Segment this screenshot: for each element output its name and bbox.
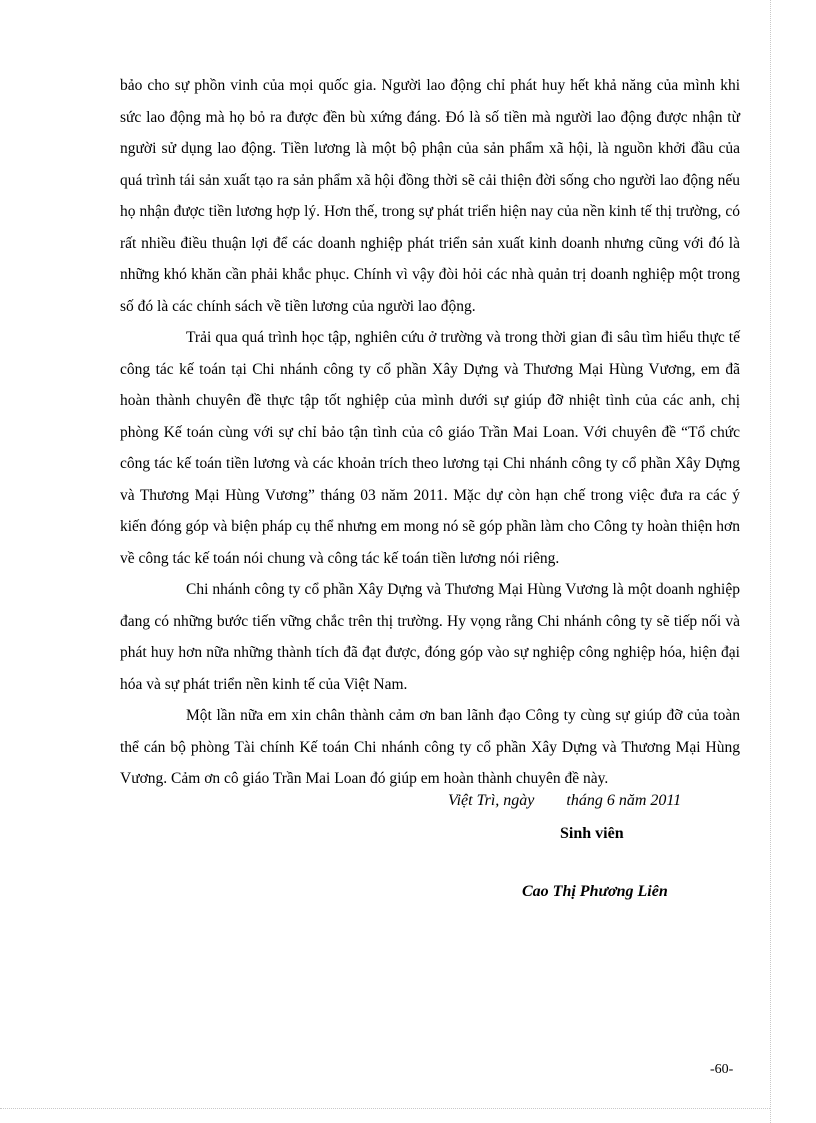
paragraph-acknowledgement: Trải qua quá trình học tập, nghiên cứu ở trường và trong thời gian đi sâu tìm hiểu thực tế công tác kế toán tại Chi nhánh công ty cổ phần Xây Dựng và Thương Mại Hùng Vương, em đã hoàn thành chuyên đề thực tập tốt nghiệp của mình dưới sự giúp đỡ nhiệt tình của các anh, chị phòng Kế toán cùng với sự chỉ bảo tận tình của cô giáo Trần Mai Loan. Với chuyên đề “Tổ chức công tác kế toán tiền lương và các khoản trích theo lương tại Chi nhánh công ty cổ phần Xây Dựng và Thương Mại Hùng Vương” tháng 03 năm 2011. Mặc dự còn hạn chế trong việc đưa ra các ý kiến đóng góp và biện pháp cụ thể nhưng em mong nó sẽ góp phần làm cho Công ty hoàn thiện hơn về công tác kế toán nói chung và công tác kế toán tiền lương nói riêng. (120, 329, 740, 567)
body-text (120, 70, 740, 795)
paragraph-company-outlook: Chi nhánh công ty cổ phần Xây Dựng và Thương Mại Hùng Vương là một doanh nghiệp đang có những bước tiến vững chắc trên thị trường. Hy vọng rằng Chi nhánh công ty sẽ tiếp nối và phát huy hơn nữa những thành tích đã đạt được, đóng góp vào sự nghiệp công nghiệp hóa, hiện đại hóa và sự phát triển nền kinh tế của Việt Nam. (120, 581, 740, 693)
page-border-bottom (0, 1108, 770, 1109)
paragraph-thanks: Một lần nữa em xin chân thành cảm ơn ban lãnh đạo Công ty cùng sự giúp đỡ của toàn thể cán bộ phòng Tài chính Kế toán Chi nhánh công ty cổ phần Xây Dựng và Thương Mại Hùng Vương. Cảm ơn cô giáo Trần Mai Loan đó giúp em hoàn thành chuyên đề này. (120, 707, 740, 787)
signature-date: Việt Trì, ngày tháng 6 năm 2011 (448, 792, 682, 809)
signature-role: Sinh viên (560, 825, 624, 842)
paragraph-continuation: bảo cho sự phồn vinh của mọi quốc gia. Người lao động chỉ phát huy hết khả năng của mình khi sức lao động mà họ bỏ ra được đền bù xứng đáng. Đó là số tiền mà người lao động được nhận từ người sử dụng lao động. Tiền lương là một bộ phận của sản phẩm xã hội, là nguồn khởi đầu của quá trình tái sản xuất tạo ra sản phẩm xã hội đồng thời sẽ cải thiện đời sống cho người lao động nếu họ nhận được tiền lương hợp lý. Hơn thế, trong sự phát triển hiện nay của nền kinh tế thị trường, có rất nhiều điều thuận lợi để các doanh nghiệp phát triển sản xuất kinh doanh nhưng cũng với đó là những khó khăn cần phải khắc phục. Chính vì vậy đòi hỏi các nhà quản trị doanh nghiệp một trong số đó là các chính sách về tiền lương của người lao động. (120, 77, 740, 315)
page-border-right (770, 0, 771, 1123)
page-number: -60- (710, 1062, 734, 1077)
signature-name: Cao Thị Phương Liên (522, 883, 668, 900)
